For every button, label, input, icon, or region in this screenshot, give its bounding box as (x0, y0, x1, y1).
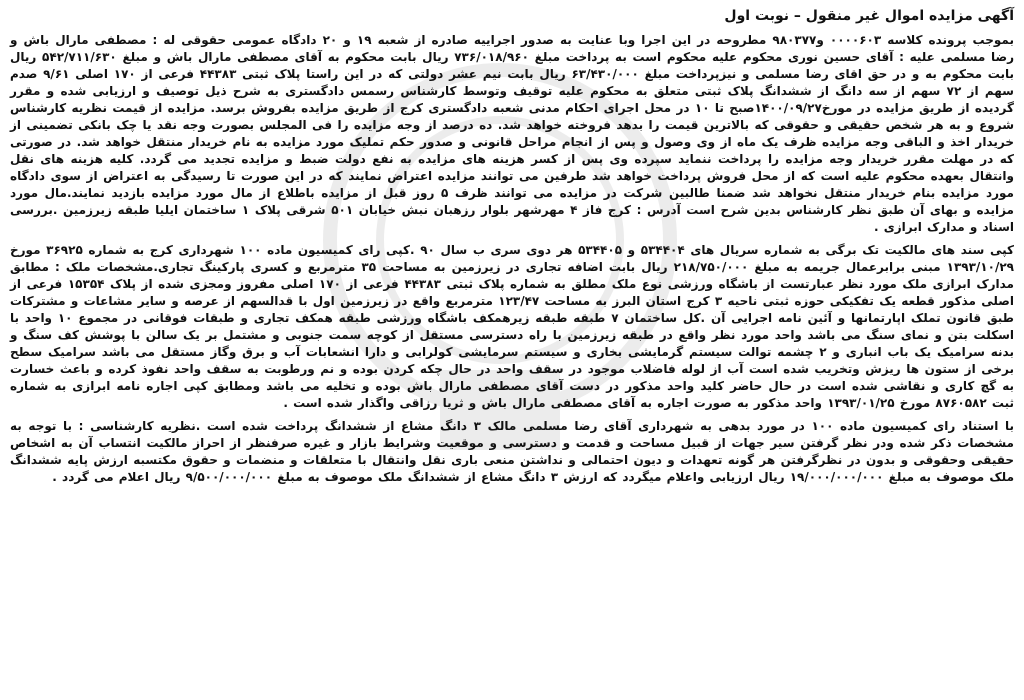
notice-paragraph-1: بموجب پرونده کلاسه ۰۰۰۰۶۰۳ و۹۸۰۳۷۷ مطروحه در این اجرا وبا عنایت به صدور اجراییه صادره از شعبه ۱۹ و ۲۰ دادگاه عمومی حقوقی له : مصطفی مارال باش و رضا مسلمی علیه : آقای حسین نوری محکوم علیه محکوم است به پرداخت مبلغ ۷۳۶/۰۱۸/۹۶۰ ریال بابت محکوم به آقای مصطفی مارال باش و مبلغ ۵۴۲/۷۱۱/۶۳۰ ریال بابت محکوم به و در حق اقای رضا مسلمی و نیزپرداخت مبلغ ۶۳/۴۳۰/۰۰۰ ریال بابت نیم عشر دولتی که در این راستا پلاک ثبتی ۴۴۳۸۳ فرعی از ۱۷۰ اصلی ۹/۶۱ صدم سهم از ۷۲ سهم از سه دانگ از ششدانگ پلاک ثبتی متعلق به محکوم علیه توقیف وتوسط کارشناس رسمس دادگستری به شرح ذیل توصیف و ارزیابی شده و مقرر گردیده از طریق مزایده در مورخ۱۴۰۰/۰۹/۲۷صبح تا ۱۰ در محل اجرای احکام مدنی شعبه دادگستری کرج از طریق مزایده بفروش برسد. مزایده از قیمت نظریه کارشناس شروع و به هر شخص حقیقی و حقوقی که بالاترین قیمت را بدهد فروخته خواهد شد. ده درصد از وجه مزایده را فی المجلس بصورت وجه نقد یا چک بانکی تضمینی از خریدار اخذ و الباقی وجه مزایده ظرف یک ماه از وی وصول و پس از انجام مراحل قانونی و صدور حکم تملیک مورد مزایده به نام خریدار منتقل خواهد شد. در صورتی که در مهلت مقرر خریدار وجه مزایده را پرداخت ننماید سپرده وی پس از کسر هزینه های مزایده به نفع دولت ضبط و مزایده تجدید می گردد. کلیه هزینه های نقل وانتقال بعهده محکوم علیه است که از محل فروش پرداخت خواهد شد طرفین می توانند مزایده اعتراض نمایند که در این صورت تا رسیدگی به اعتراض از سوی دادگاه مورد مزایده بنام خریدار منتقل نخواهد شد ضمنا طالبین شرکت در مزایده می توانند ظرف ۵ روز قبل از مزایده باطلاع از مال مورد مزایده بازدید نمایند.مال مورد مزایده و بهای آن طبق نظر کارشناس بدین شرح است آدرس : کرج فاز ۴ مهرشهر بلوار رزهبان نبش خیابان ۵۰۱ شرقی پلاک ۱ ساختمان ایلیا طبقه زیرزمین .بررسی اسناد و مدارک ابرازی . (10, 33, 1015, 234)
notice-paragraph-2: کپی سند های مالکیت تک برگی به شماره سریال های ۵۳۴۴۰۴ و ۵۳۴۴۰۵ هر دوی سری ب سال ۹۰ .کپی رای کمیسیون ماده ۱۰۰ شهرداری کرج به شماره ۳۶۹۲۵ مورخ ۱۳۹۳/۱۰/۲۹ مبنی برابرعمال جریمه به مبلغ ۲۱۸/۷۵۰/۰۰۰ ریال بابت اضافه تجاری در زیرزمین به مساحت ۳۵ مترمربع و کسری پارکینگ تجاری.مشخصات ملک : مطابق مدارک ابرازی ملک مورد نظر عبارتست از باشگاه ورزشی نوع ملک مطلق به شماره پلاک ثبتی ۴۴۳۸۳ فرعی از ۱۷۰ اصلی مفروز ومجزی شده از پلاک ۱۵۳۵۴ فرعی از اصلی مذکور قطعه یک تفکیکی حوزه ثبتی ناحیه ۳ کرج استان البرز به مساحت ۱۲۳/۴۷ مترمربع واقع در زیرزمین اول با قدالسهم از عرصه و سایر مشاعات و مشترکات طبق قانون تملک اپارتمانها و آئین نامه اجرایی آن .کل ساختمان ۷ طبقه طبقه زیرهمکف باشگاه ورزشی طبقه همکف تجاری و طبقات فوقانی در مجموع ۱۰ واحد با اسکلت بتن و نمای سنگ می باشد واحد مورد نظر واقع در طبقه زیرزمین با راه دسترسی مستقل از کوچه سمت جنوبی و مشتمل بر یک سالن با پوشش کف سنگ و بدنه سرامیک یک باب انباری و ۲ چشمه توالت سیستم گرمایشی بخاری و سیستم سرمایشی کولرابی و دارا انشعابات آب و برق وگاز مستقل می باشد سرامیک سطح برخی از ستون ها ریزش وتخریب شده است آب از لوله فاضلاب موجود در سقف واحد در حال چکه کردن بوده و نم ورطوبت به سقف واحد نفوذ کرده و باعث خسارت به گچ کاری و نقاشی شده است در حال حاضر کلید واحد مذکور در دست آقای مصطفی مارال باش بوده و تخلیه می باشد ومطابق کپی اجاره نامه ابرازی به شماره ثبت ۸۷۶۰۵۸۲ مورخ ۱۳۹۳/۰۱/۲۵ واحد مذکور به صورت اجاره به آقای مصطفی مارال باش و ثریا رزاقی واگذار شده است . (10, 243, 1015, 410)
notice-title: آگهی مزایده اموال غیر منقول – نوبت اول (724, 8, 1014, 24)
notice-paragraph-3: با استناد رای کمیسیون ماده ۱۰۰ در مورد بدهی به شهرداری آقای رضا مسلمی مالک ۳ دانگ مشاع از ششدانگ پرداخت شده است .نظریه کارشناسی : با توجه به مشخصات ذکر شده ودر نظر گرفتن سیر جهات از قبیل مساحت و قدمت و دسترسی و موقعیت وشرایط بازار و غیره صرفنظر از احراز مالکیت انتساب آن به اشخاص حقیقی وحقوقی و بدون در نظرگرفتن هر گونه تعهدات و دیون احتمالی و نداشتن منعی باری نقل وانتقال با متعلقات و منضمات و حقوق مکتسبه ارزش پایه ششدانگ ملک موصوف به مبلغ ۱۹/۰۰۰/۰۰۰/۰۰۰ ریال ارزیابی واعلام میگردد که ارزش ۳ دانگ مشاع از ششدانگ ملک موصوف به مبلغ ۹/۵۰۰/۰۰۰/۰۰۰ ریال اعلام می گردد . (10, 419, 1014, 484)
